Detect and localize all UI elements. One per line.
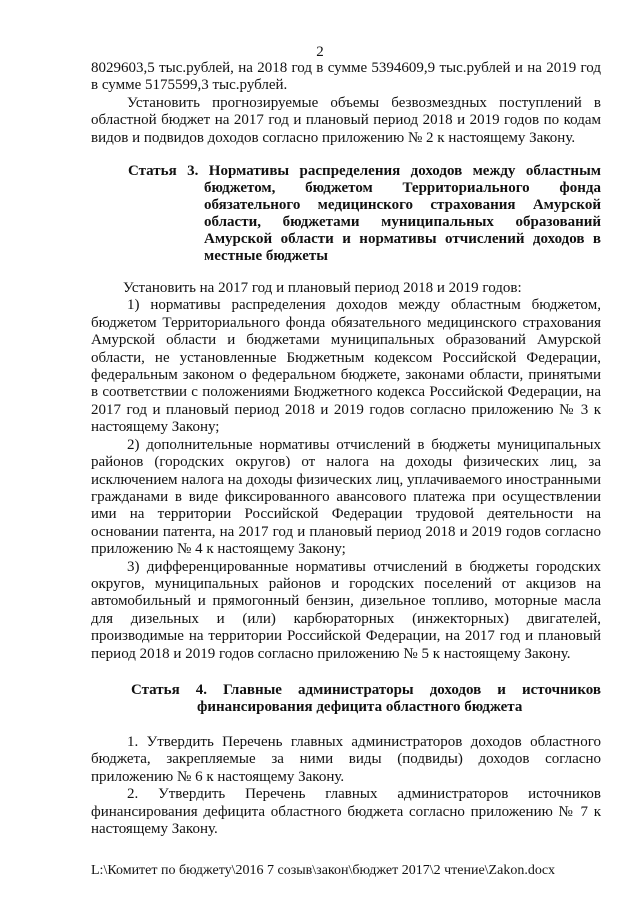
document-body xyxy=(91,60,601,838)
paragraph-budget-amounts: 8029603,5 тыс.рублей, на 2018 год в сумме 5394609,9 тыс.рублей и на 2019 год в сумме 5175599,3 тыс.рублей. xyxy=(91,60,601,94)
article-3-item-1: 1) нормативы распределения доходов между областным бюджетом, бюджетом Территориального фонда обязательного медицинского страхования Амурской области и бюджетами муниципальных образований Амурской области, не установленные Бюджетным кодексом Российской Федерации, федеральным законом о федеральном бюджете, законами области, принятыми в соответствии с положениями Бюджетного кодекса Российской Федерации, на 2017 год и плановый период 2018 и 2019 годов согласно приложению № 3 к настоящему Закону; xyxy=(91,297,601,436)
article-3-item-2: 2) дополнительные нормативы отчислений в бюджеты муниципальных районов (городских округов) от налога на доходы физических лиц, за исключением налога на доходы физических лиц, уплачиваемого иностранными гражданами в виде фиксированного авансового платежа при осуществлении ими на территории Российской Федерации трудовой деятельности на основании патента, на 2017 год и плановый период 2018 и 2019 годов согласно приложению № 4 к настоящему Закону; xyxy=(91,436,601,558)
article-4-item-1: 1. Утвердить Перечень главных администраторов доходов областного бюджета, закрепляемые за ними виды (подвиды) доходов согласно приложению № 6 к настоящему Закону. xyxy=(91,733,601,785)
page-number: 2 xyxy=(316,44,324,60)
article-4-heading: Статья 4. Главные администраторы доходов и источников финансирования дефицита областного бюджета xyxy=(131,681,601,715)
file-path-footer: L:\Комитет по бюджету\2016 7 созыв\закон\бюджет 2017\2 чтение\Zakon.docx xyxy=(91,863,556,878)
article-3-intro: Установить на 2017 год и плановый период 2018 и 2019 годов: xyxy=(123,280,522,297)
article-4-item-2: 2. Утвердить Перечень главных администраторов источников финансирования дефицита областного бюджета согласно приложению № 7 к настоящему Закону. xyxy=(91,786,601,837)
paragraph-gratuitous-receipts: Установить прогнозируемые объемы безвозмездных поступлений в областной бюджет на 2017 год и плановый период 2018 и 2019 годов по кодам видов и подвидов доходов согласно приложению № 2 к настоящему Закону. xyxy=(91,94,601,146)
article-3-item-3: 3) дифференцированные нормативы отчислений в бюджеты городских округов, муниципальных районов и городских поселений от акцизов на автомобильный и прямогонный бензин, дизельное топливо, моторные масла для дизельных и (или) карбюраторных (инжекторных) двигателей, производимые на территории Российской Федерации, на 2017 год и плановый период 2018 и 2019 годов согласно приложению № 5 к настоящему Закону. xyxy=(91,558,601,662)
article-3-heading: Статья 3. Нормативы распределения доходов между областным бюджетом, бюджетом Территориального фонда обязательного медицинского страхования Амурской области, бюджетами муниципальных образований Амурской области и нормативы отчислений доходов в местные бюджеты xyxy=(128,163,601,265)
